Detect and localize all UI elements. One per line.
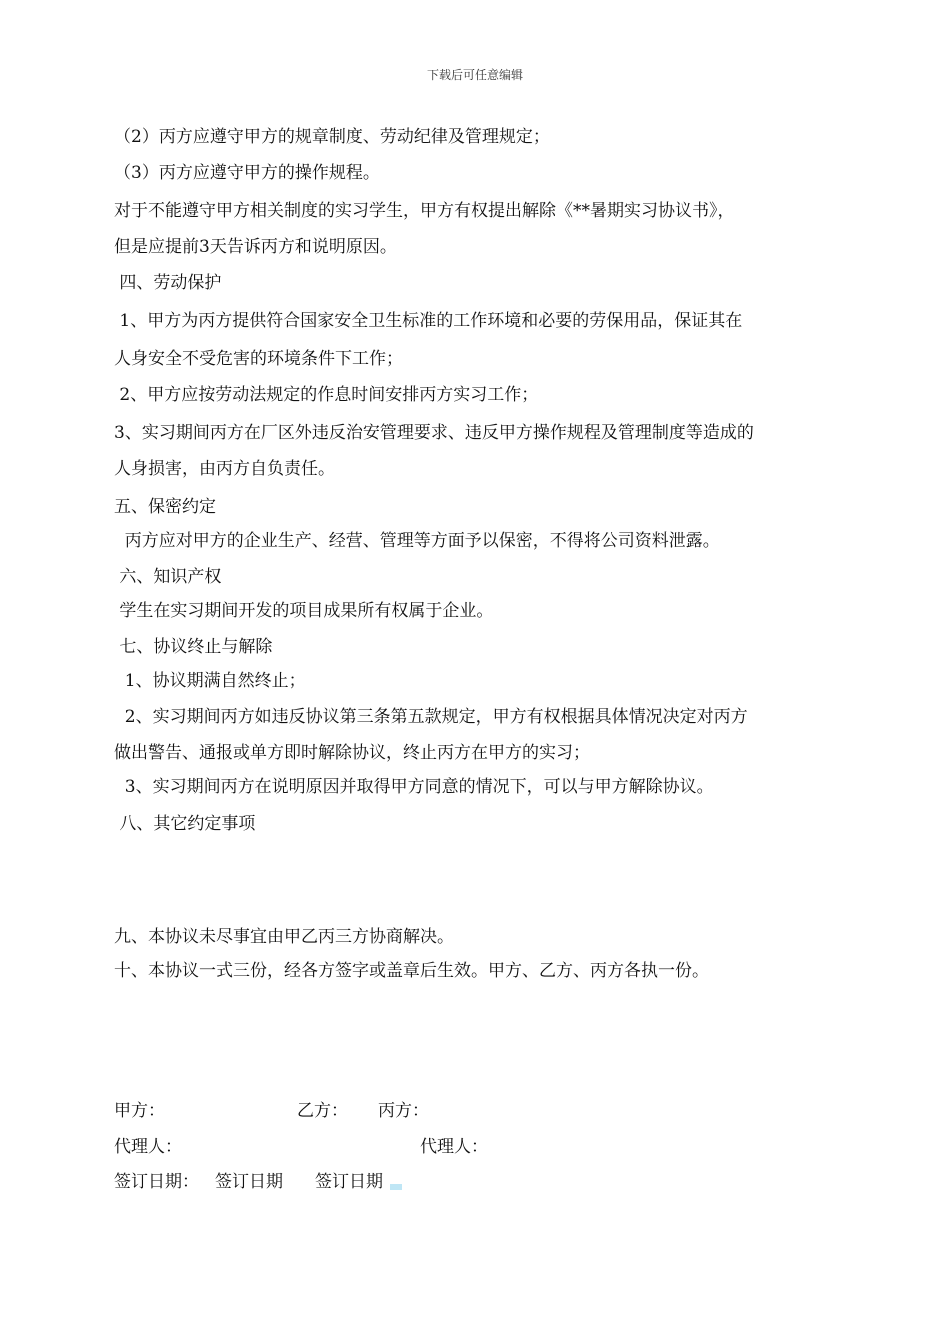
section-heading: 四、劳动保护 bbox=[114, 273, 222, 293]
body-line: 1、协议期满自然终止； bbox=[114, 671, 306, 691]
body-line: 学生在实习期间开发的项目成果所有权属于企业。 bbox=[114, 601, 494, 621]
body-line: 人身损害，由丙方自负责任。 bbox=[114, 459, 335, 479]
section-heading: 五、保密约定 bbox=[114, 497, 216, 517]
body-line: （2）丙方应遵守甲方的规章制度、劳动纪律及管理规定； bbox=[114, 127, 550, 147]
agent-left-label: 代理人： bbox=[114, 1137, 182, 1157]
section-heading: 七、协议终止与解除 bbox=[114, 637, 273, 657]
date-label: 签订日期： bbox=[114, 1172, 199, 1192]
body-line: 3、实习期间丙方在厂区外违反治安管理要求、违反甲方操作规程及管理制度等造成的 bbox=[114, 423, 754, 443]
page-header: 下载后可任意编辑 bbox=[426, 68, 523, 82]
agent-right-label: 代理人： bbox=[420, 1137, 488, 1157]
date-c: 签订日期 bbox=[315, 1172, 383, 1192]
body-line: 十、本协议一式三份，经各方签字或盖章后生效。甲方、乙方、丙方各执一份。 bbox=[114, 961, 709, 981]
date-b: 签订日期 bbox=[215, 1172, 283, 1192]
body-line: 2、实习期间丙方如违反协议第三条第五款规定，甲方有权根据具体情况决定对丙方 bbox=[114, 707, 748, 727]
text-cursor-marker bbox=[390, 1184, 402, 1190]
body-line: 2、甲方应按劳动法规定的作息时间安排丙方实习工作； bbox=[114, 385, 539, 405]
section-heading: 六、知识产权 bbox=[114, 567, 222, 587]
body-line: 做出警告、通报或单方即时解除协议，终止丙方在甲方的实习； bbox=[114, 743, 590, 763]
section-heading: 八、其它约定事项 bbox=[114, 814, 256, 834]
party-a-label: 甲方： bbox=[114, 1101, 165, 1121]
body-line: 丙方应对甲方的企业生产、经营、管理等方面予以保密，不得将公司资料泄露。 bbox=[114, 531, 720, 551]
body-line: 人身安全不受危害的环境条件下工作； bbox=[114, 349, 403, 369]
body-line: 九、本协议未尽事宜由甲乙丙三方协商解决。 bbox=[114, 927, 454, 947]
body-line: 3、实习期间丙方在说明原因并取得甲方同意的情况下，可以与甲方解除协议。 bbox=[114, 777, 714, 797]
body-line: 对于不能遵守甲方相关制度的实习学生，甲方有权提出解除《**暑期实习协议书》， bbox=[114, 201, 735, 221]
body-line: 1、甲方为丙方提供符合国家安全卫生标准的工作环境和必要的劳保用品，保证其在 bbox=[114, 311, 743, 331]
party-c-label: 丙方： bbox=[378, 1101, 429, 1121]
party-b-label: 乙方： bbox=[297, 1101, 348, 1121]
body-line: 但是应提前3天告诉丙方和说明原因。 bbox=[114, 237, 397, 257]
body-line: （3）丙方应遵守甲方的操作规程。 bbox=[114, 163, 380, 183]
